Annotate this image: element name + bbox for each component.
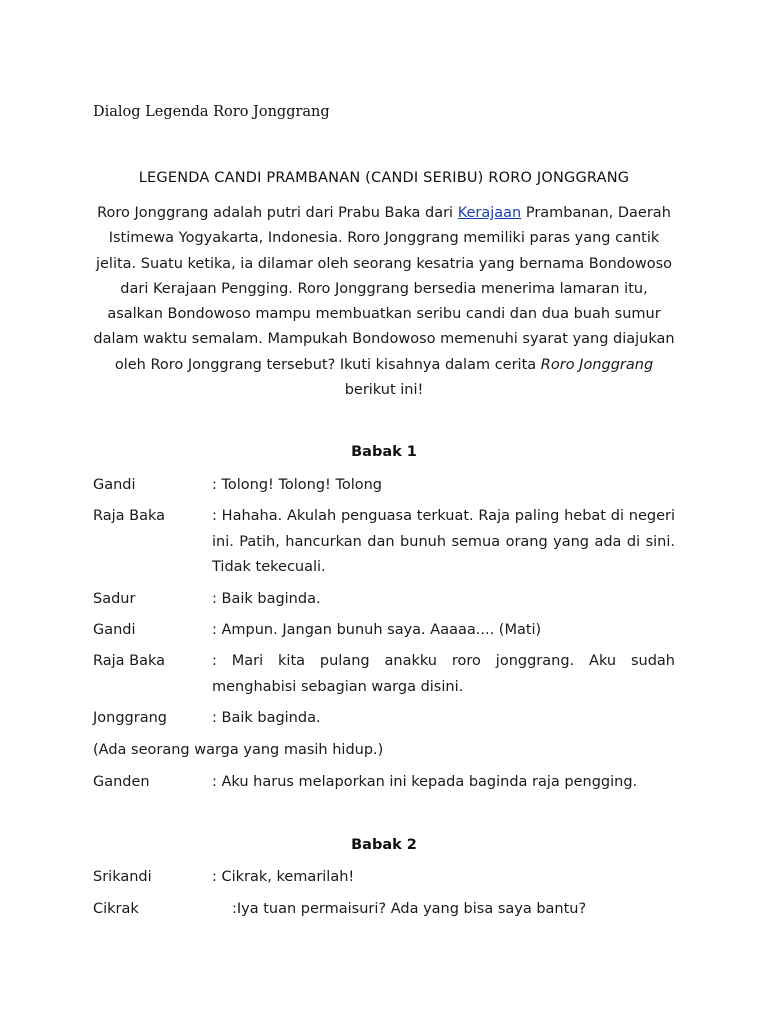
dialog-line [93, 649, 675, 700]
speaker-name: Sadur [93, 591, 136, 607]
intro-text-3: berikut ini! [344, 382, 424, 399]
dialog-text: : Baik baginda. [212, 591, 321, 607]
speaker-name: Gandi [93, 477, 136, 493]
dialog-text: :Iya tuan permaisuri? Ada yang bisa saya bantu? [232, 901, 587, 917]
speaker-name: Gandi [93, 622, 136, 638]
kerajaan-link[interactable]: Kerajaan [457, 205, 522, 221]
dialog-line [93, 706, 675, 732]
speaker-name: Cikrak [93, 901, 139, 917]
dialog-text: : Mari kita pulang anakku roro jonggrang. Aku sudah menghabisi sebagian warga disini. [212, 653, 675, 695]
dialog-line [93, 504, 675, 581]
main-heading: LEGENDA CANDI PRAMBANAN (CANDI SERIBU) RORO JONGGRANG [138, 170, 630, 186]
speaker-name: Srikandi [93, 869, 152, 885]
intro-text-2: Prambanan, Daerah Istimewa Yogyakarta, Indonesia. Roro Jonggrang memiliki paras yang cantik jelita. Suatu ketika, ia dilamar oleh seorang kesatria yang bernama Bondowoso dari Kerajaan Pengging. Roro Jonggrang bersedia menerima lamaran itu, asalkan Bondowoso mampu membuatkan seribu candi dan dua buah sumur dalam waktu semalam. Mampukah Bondowoso memenuhi syarat yang diajukan oleh Roro Jonggrang tersebut? Ikuti kisahnya dalam cerita [93, 205, 675, 373]
dialog-text: : Baik baginda. [212, 710, 321, 726]
babak-1-heading: Babak 1 [351, 444, 417, 460]
intro-paragraph [93, 201, 675, 403]
speaker-name: Ganden [93, 774, 150, 790]
dialog-text: : Hahaha. Akulah penguasa terkuat. Raja paling hebat di negeri ini. Patih, hancurkan dan bunuh semua orang yang ada di sini. Tidak tekecuali. [212, 508, 675, 575]
intro-italic-title: Roro Jonggrang [540, 356, 654, 373]
dialog-text: : Ampun. Jangan bunuh saya. Aaaaa.... (Mati) [212, 622, 542, 638]
speaker-name: Raja Baka [93, 508, 166, 524]
dialog-line [93, 587, 675, 613]
babak-2-heading: Babak 2 [351, 837, 417, 853]
speaker-name: Jonggrang [93, 710, 167, 726]
speaker-name: Raja Baka [93, 653, 166, 669]
dialog-line [93, 770, 675, 796]
dialog-text: : Aku harus melaporkan ini kepada baginda raja pengging. [212, 774, 638, 790]
dialog-line [93, 618, 675, 644]
document-title: Dialog Legenda Roro Jonggrang [93, 104, 330, 120]
dialog-line [93, 897, 675, 923]
dialog-line [93, 865, 675, 891]
intro-text-1: Roro Jonggrang adalah putri dari Prabu Baka dari [97, 205, 458, 221]
dialog-text: : Cikrak, kemarilah! [212, 869, 355, 885]
stage-direction: (Ada seorang warga yang masih hidup.) [93, 742, 384, 758]
dialog-text: : Tolong! Tolong! Tolong [212, 477, 383, 493]
dialog-line [93, 473, 675, 499]
